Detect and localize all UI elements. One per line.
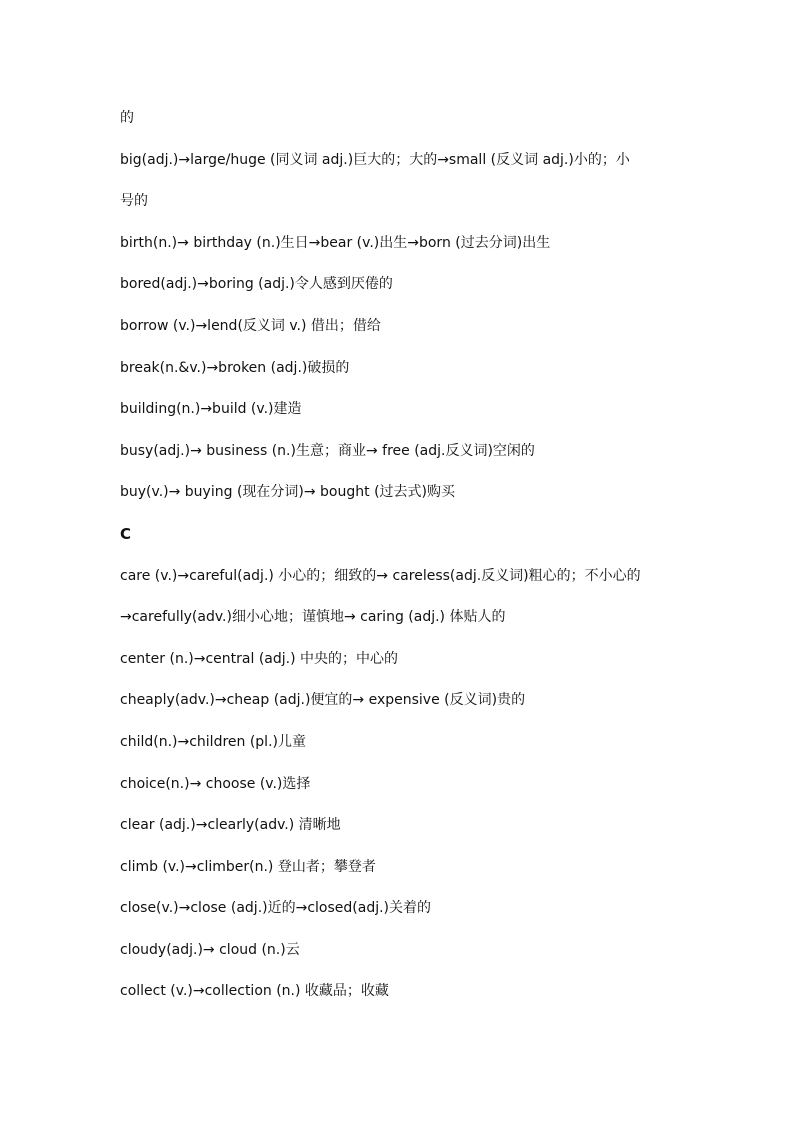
vocabulary-list: [120, 104, 680, 1019]
text-line: →carefully(adv.)细小心地；谨慎地→ caring (adj.) 体贴人的: [120, 609, 506, 626]
text-line: care (v.)→careful(adj.) 小心的；细致的→ careless(adj.反义词)粗心的；不小心的: [120, 567, 641, 584]
text-line: collect (v.)→collection (n.) 收藏品；收藏: [120, 983, 389, 1000]
text-line: busy(adj.)→ business (n.)生意；商业→ free (adj.反义词)空闲的: [120, 442, 535, 459]
text-line: birth(n.)→ birthday (n.)生日→bear (v.)出生→born (过去分词)出生: [120, 234, 551, 251]
text-line: 号的: [120, 193, 148, 210]
text-line: break(n.&v.)→broken (adj.)破损的: [120, 359, 350, 376]
text-line: climb (v.)→climber(n.) 登山者；攀登者: [120, 858, 376, 875]
text-line: cloudy(adj.)→ cloud (n.)云: [120, 941, 300, 958]
section-letter-heading: C: [120, 524, 132, 543]
text-line: borrow (v.)→lend(反义词 v.) 借出；借给: [120, 317, 381, 334]
text-line: clear (adj.)→clearly(adv.) 清晰地: [120, 817, 341, 834]
text-line: buy(v.)→ buying (现在分词)→ bought (过去式)购买: [120, 484, 455, 501]
text-line: cheaply(adv.)→cheap (adj.)便宜的→ expensive (反义词)贵的: [120, 692, 526, 709]
text-line: building(n.)→build (v.)建造: [120, 401, 302, 418]
text-line: close(v.)→close (adj.)近的→closed(adj.)关着的: [120, 900, 432, 917]
text-line: choice(n.)→ choose (v.)选择: [120, 775, 311, 792]
text-line: child(n.)→children (pl.)儿童: [120, 733, 306, 750]
text-line: center (n.)→central (adj.) 中央的；中心的: [120, 650, 398, 667]
text-line: bored(adj.)→boring (adj.)令人感到厌倦的: [120, 276, 393, 293]
text-line: big(adj.)→large/huge (同义词 adj.)巨大的；大的→small (反义词 adj.)小的；小: [120, 151, 630, 168]
text-line: 的: [120, 110, 134, 126]
